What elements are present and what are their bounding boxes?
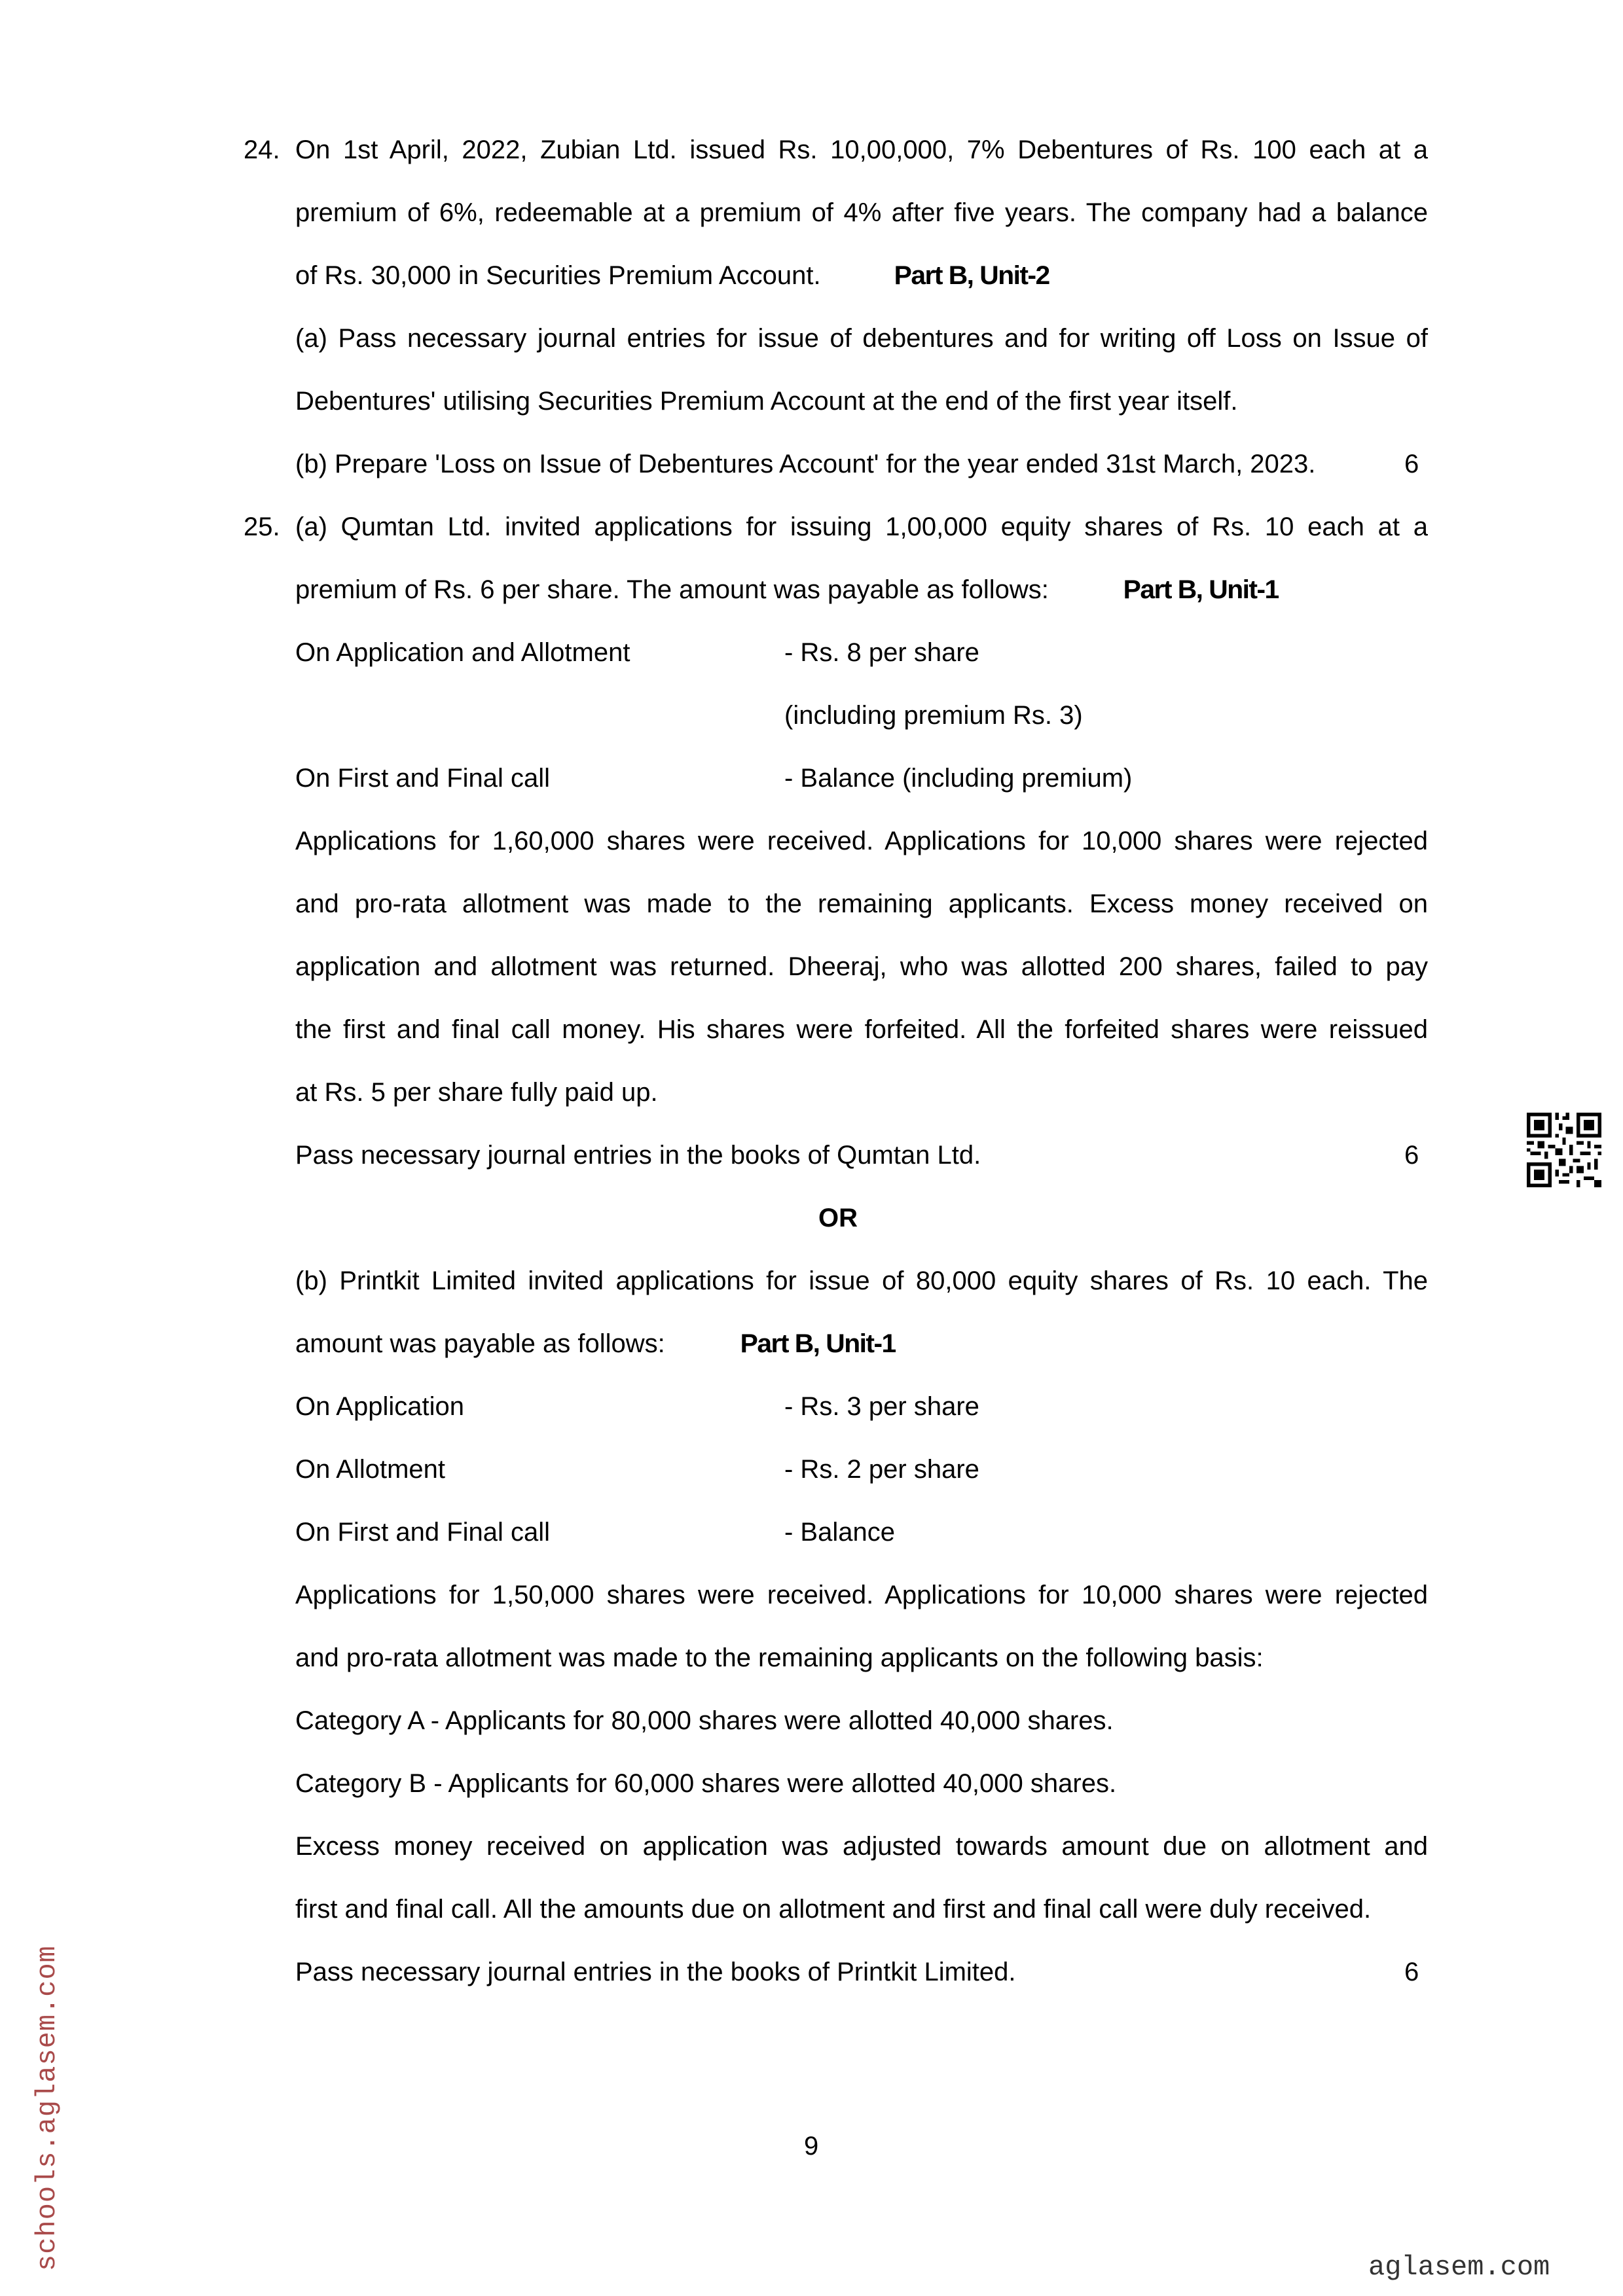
question-24-number: 24. xyxy=(244,135,280,164)
q25b-marks: 6 xyxy=(1404,1958,1419,1986)
q24-part-a-line-1: (a) Pass necessary journal entries for issue of debentures and for writing off Loss on Issue of xyxy=(295,324,1428,353)
q25a-para-line-1: Applications for 1,60,000 shares were received. Applications for 10,000 shares were rejected xyxy=(295,827,1428,855)
q25b-line-1: (b) Printkit Limited invited applications for issue of 80,000 equity shares of Rs. 10 each. The xyxy=(295,1266,1428,1295)
q25a-para-line-3: application and allotment was returned. Dheeraj, who was allotted 200 shares, failed to pay xyxy=(295,952,1428,981)
q25b-syllabus-tag: Part B, Unit-1 xyxy=(740,1329,896,1358)
q25b-para-line-5: Excess money received on application was adjusted towards amount due on allotment and xyxy=(295,1832,1428,1861)
side-watermark: schools.aglasem.com xyxy=(31,1945,63,2271)
q25a-schedule-value-3: - Balance (including premium) xyxy=(784,764,1133,793)
q25a-schedule-value-2: (including premium Rs. 3) xyxy=(784,701,1083,730)
q24-line-2: premium of 6%, redeemable at a premium of 4% after five years. The company had a balance xyxy=(295,198,1428,227)
q25a-schedule-value-1: - Rs. 8 per share xyxy=(784,638,979,667)
q25b-schedule-value-3: - Balance xyxy=(784,1518,895,1547)
q25b-instruction: Pass necessary journal entries in the books of Printkit Limited. xyxy=(295,1958,1016,1986)
q25a-para-line-4: the first and final call money. His shares were forfeited. All the forfeited shares were reissued xyxy=(295,1015,1428,1044)
q25b-line-2: amount was payable as follows: xyxy=(295,1329,665,1358)
q24-marks: 6 xyxy=(1404,450,1419,478)
q25b-schedule-value-1: - Rs. 3 per share xyxy=(784,1392,979,1421)
or-separator: OR xyxy=(818,1204,858,1232)
q25a-line-2: premium of Rs. 6 per share. The amount was payable as follows: xyxy=(295,575,1049,604)
q25a-para-line-2: and pro-rata allotment was made to the remaining applicants. Excess money received on xyxy=(295,889,1428,918)
q25b-schedule-value-2: - Rs. 2 per share xyxy=(784,1455,979,1484)
q24-syllabus-tag: Part B, Unit-2 xyxy=(894,261,1049,290)
bottom-watermark: aglasem.com xyxy=(1368,2251,1550,2283)
q25b-para-line-2: and pro-rata allotment was made to the remaining applicants on the following basis: xyxy=(295,1643,1264,1672)
q25b-schedule-label-2: On Allotment xyxy=(295,1455,446,1484)
q25b-para-line-1: Applications for 1,50,000 shares were received. Applications for 10,000 shares were rejected xyxy=(295,1581,1428,1609)
q25b-para-line-6: first and final call. All the amounts due on allotment and first and final call were duly received. xyxy=(295,1895,1372,1924)
q25b-schedule-label-3: On First and Final call xyxy=(295,1518,551,1547)
qr-code-icon[interactable] xyxy=(1527,1113,1601,1187)
q24-part-a-line-2: Debentures' utilising Securities Premium Account at the end of the first year itself. xyxy=(295,387,1238,416)
q25a-marks: 6 xyxy=(1404,1141,1419,1170)
q24-line-1: On 1st April, 2022, Zubian Ltd. issued Rs. 10,00,000, 7% Debentures of Rs. 100 each at a xyxy=(295,135,1428,164)
q24-part-b: (b) Prepare 'Loss on Issue of Debentures Account' for the year ended 31st March, 2023. xyxy=(295,450,1316,478)
q25a-instruction: Pass necessary journal entries in the books of Qumtan Ltd. xyxy=(295,1141,981,1170)
q24-line-3: of Rs. 30,000 in Securities Premium Account. xyxy=(295,261,821,290)
q25b-category-a: Category A - Applicants for 80,000 shares were allotted 40,000 shares. xyxy=(295,1706,1114,1735)
question-25-number: 25. xyxy=(244,512,280,541)
q25a-schedule-label-1: On Application and Allotment xyxy=(295,638,630,667)
page-number: 9 xyxy=(804,2132,819,2161)
q25a-para-line-5: at Rs. 5 per share fully paid up. xyxy=(295,1078,658,1107)
q25b-category-b: Category B - Applicants for 60,000 shares were allotted 40,000 shares. xyxy=(295,1769,1117,1798)
q25a-schedule-label-3: On First and Final call xyxy=(295,764,551,793)
q25b-schedule-label-1: On Application xyxy=(295,1392,464,1421)
q25a-syllabus-tag: Part B, Unit-1 xyxy=(1123,575,1279,604)
q25a-line-1: (a) Qumtan Ltd. invited applications for issuing 1,00,000 equity shares of Rs. 10 each at a xyxy=(295,512,1428,541)
